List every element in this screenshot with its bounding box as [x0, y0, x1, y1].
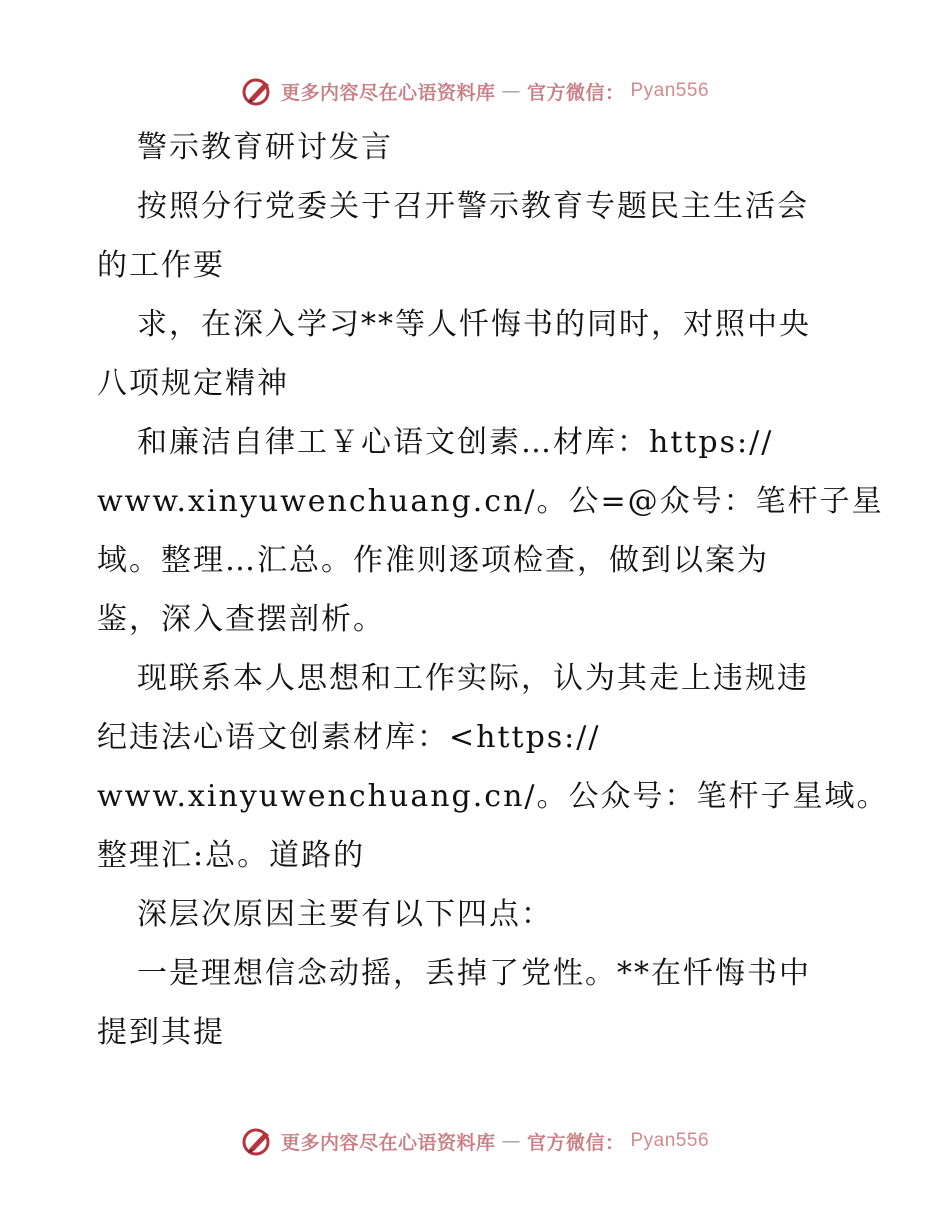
document-line: 按照分行党委关于召开警示教育专题民主生活会 [137, 189, 809, 224]
watermark-separator: — [501, 1130, 521, 1152]
document-line: 深层次原因主要有以下四点： [137, 897, 553, 932]
document-line: 鉴，深入查摆剖析。 [97, 602, 385, 637]
document-line: www.xinyuwenchuang.cn/。公众号：笔杆子星域。 [97, 779, 889, 814]
watermark-separator: — [501, 80, 521, 102]
document-line: 提到其提 [97, 1015, 225, 1050]
document-line: 一是理想信念动摇，丢掉了党性。**在忏悔书中 [137, 956, 811, 991]
document-line: 八项规定精神 [97, 366, 289, 401]
watermark-official: 官方微信： [526, 1131, 625, 1154]
watermark-official: 官方微信： [526, 81, 625, 104]
document-line: 整理汇:总。道路的 [97, 838, 366, 873]
pen-logo-icon [241, 1126, 275, 1156]
document-line: 纪违法心语文创素材库：<https:// [97, 720, 601, 755]
watermark-handle: Pyan556 [630, 80, 710, 101]
document-line: www.xinyuwenchuang.cn/。公=@众号：笔杆子星 [97, 484, 884, 519]
header-watermark [0, 76, 950, 106]
document-line: 求，在深入学习**等人忏悔书的同时，对照中央 [137, 307, 811, 342]
document-body [97, 118, 887, 1062]
pen-logo-icon [241, 76, 275, 106]
document-line: 现联系本人思想和工作实际，认为其走上违规违 [137, 661, 809, 696]
document-line: 警示教育研讨发言 [137, 130, 393, 165]
watermark-brand: 更多内容尽在心语资料库 [280, 81, 496, 104]
footer-watermark [0, 1126, 950, 1156]
document-line: 的工作要 [97, 248, 225, 283]
watermark-handle: Pyan556 [630, 1130, 710, 1151]
document-line: 域。整理…汇总。作准则逐项检查，做到以案为 [97, 543, 769, 578]
document-line: 和廉洁自律工￥心语文创素…材库：https:// [137, 425, 774, 460]
watermark-brand: 更多内容尽在心语资料库 [280, 1131, 496, 1154]
